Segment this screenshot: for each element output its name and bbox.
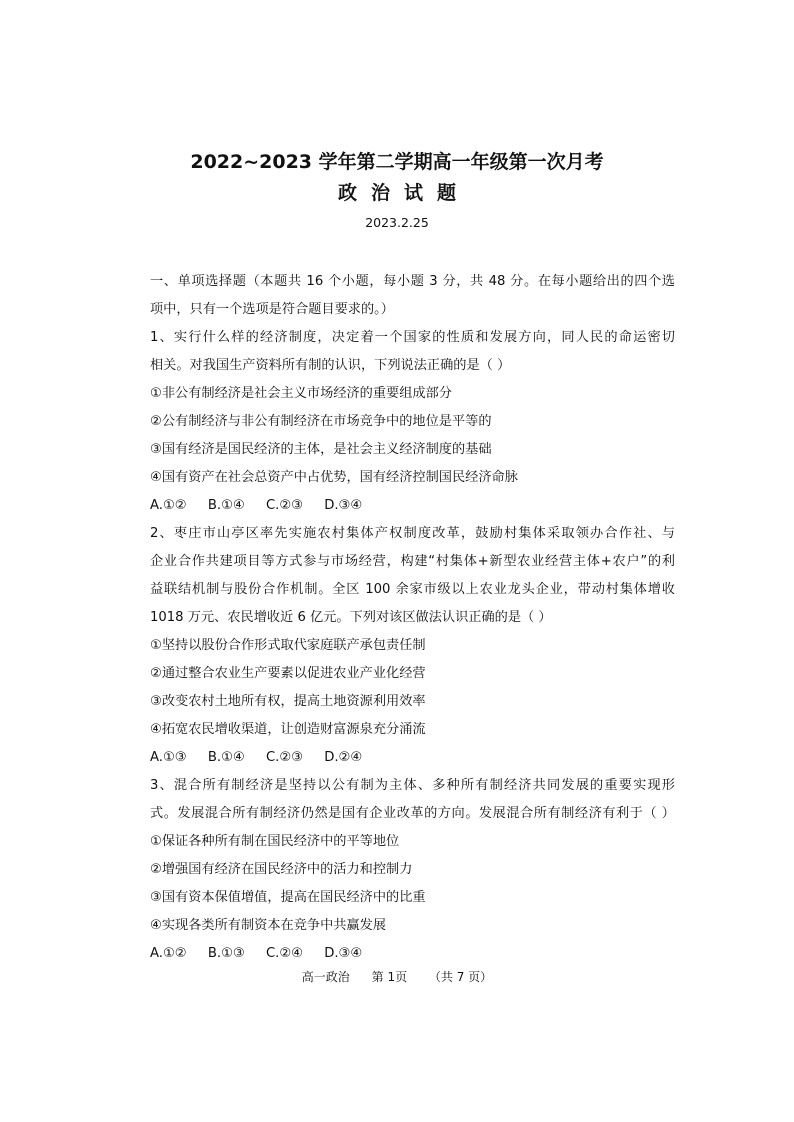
q2-options xyxy=(150,744,675,772)
q2-option-b: B.①④ xyxy=(207,750,245,765)
q2-option-c: C.②③ xyxy=(265,750,303,765)
question-3 xyxy=(150,772,675,968)
q3-option-b: B.①③ xyxy=(207,946,245,961)
q3-option-a: A.①② xyxy=(150,946,187,961)
q3-statement-4: ④实现各类所有制资本在竞争中共赢发展 xyxy=(150,918,387,933)
section-instructions-line2: 项中，只有一个选项是符合题目要求的。） xyxy=(150,302,394,317)
q2-stem-line4: 1018 万元、农民增收近 6 亿元。下列对该区做法认识正确的是（ ） xyxy=(150,610,552,625)
q1-option-d: D.③④ xyxy=(324,498,363,513)
footer-page-number: 第 1页 xyxy=(371,970,408,984)
q2-statement-3: ③改变农村土地所有权，提高土地资源利用效率 xyxy=(150,694,426,709)
exam-title: 2022~2023 学年第二学期高一年级第一次月考 xyxy=(190,151,604,173)
q3-stem-line1: 3、混合所有制经济是坚持以公有制为主体、多种所有制经济共同发展的重要实现形 xyxy=(150,778,675,793)
q3-option-d: D.③④ xyxy=(324,946,363,961)
q1-option-c: C.②③ xyxy=(265,498,303,513)
q1-statement-4: ④国有资产在社会总资产中占优势，国有经济控制国民经济命脉 xyxy=(150,470,518,485)
footer-total-pages: （共 7 页） xyxy=(428,970,493,984)
q2-option-a: A.①③ xyxy=(150,750,187,765)
q2-option-d: D.②④ xyxy=(324,750,363,765)
q2-stem-line2: 企业合作共建项目等方式参与市场经营，构建“村集体+新型农业经营主体+农户”的利 xyxy=(150,554,675,569)
q1-options xyxy=(150,492,675,520)
q1-option-b: B.①④ xyxy=(207,498,245,513)
section-instructions-line1: 一、单项选择题（本题共 16 个小题，每小题 3 分，共 48 分。在每小题给出的四个选 xyxy=(150,274,675,289)
q3-statement-1: ①保证各种所有制在国民经济中的平等地位 xyxy=(150,834,400,849)
q1-statement-3: ③国有经济是国民经济的主体，是社会主义经济制度的基础 xyxy=(150,442,492,457)
q1-stem-line1: 1、实行什么样的经济制度，决定着一个国家的性质和发展方向，同人民的命运密切 xyxy=(150,330,675,345)
q3-options xyxy=(150,940,675,968)
q2-statement-4: ④拓宽农民增收渠道，让创造财富源泉充分涌流 xyxy=(150,722,426,737)
q3-option-c: C.②④ xyxy=(265,946,303,961)
q2-statement-2: ②通过整合农业生产要素以促进农业产业化经营 xyxy=(150,666,426,681)
q1-statement-2: ②公有制经济与非公有制经济在市场竞争中的地位是平等的 xyxy=(150,414,492,429)
page-footer xyxy=(0,968,794,985)
q1-option-a: A.①② xyxy=(150,498,187,513)
q1-stem-line2: 相关。对我国生产资料所有制的认识，下列说法正确的是（ ） xyxy=(150,358,511,373)
q3-statement-3: ③国有资本保值增值，提高在国民经济中的比重 xyxy=(150,890,426,905)
exam-content xyxy=(150,268,675,968)
question-2 xyxy=(150,520,675,772)
q1-statement-1: ①非公有制经济是社会主义市场经济的重要组成部分 xyxy=(150,386,452,401)
exam-date: 2023.2.25 xyxy=(365,215,429,230)
question-1 xyxy=(150,324,675,520)
q2-stem-line3: 益联结机制与股份合作机制。全区 100 余家市级以上农业龙头企业，带动村集体增收 xyxy=(150,582,675,597)
footer-subject: 高一政治 xyxy=(301,970,350,984)
q3-statement-2: ②增强国有经济在国民经济中的活力和控制力 xyxy=(150,862,413,877)
q2-stem-line1: 2、枣庄市山亭区率先实施农村集体产权制度改革，鼓励村集体采取领办合作社、与 xyxy=(150,526,675,541)
q2-statement-1: ①坚持以股份合作形式取代家庭联产承包责任制 xyxy=(150,638,426,653)
exam-subject: 政治试题 xyxy=(337,182,470,204)
q3-stem-line2: 式。发展混合所有制经济仍然是国有企业改革的方向。发展混合所有制经济有利于（ ） xyxy=(150,806,675,821)
